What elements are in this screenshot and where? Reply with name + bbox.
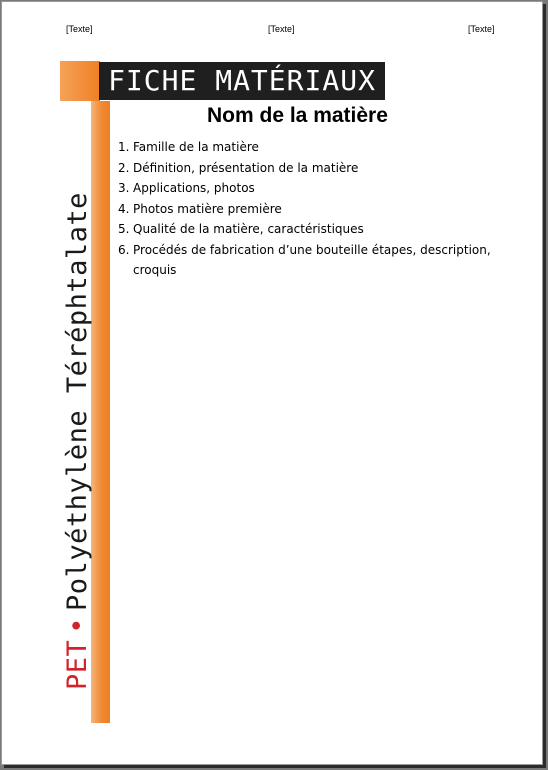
header-left-placeholder[interactable]: [Texte] [66,24,93,34]
list-item-text: Applications, photos [133,181,255,195]
list-item-text: Photos matière première [133,201,282,216]
list-item [118,199,498,220]
content-outline-list [118,137,498,281]
list-item-number: 1. [118,140,130,154]
fiche-materiaux-banner: FICHE MATÉRIAUX [99,62,385,100]
list-item-number: 4. [118,201,130,216]
list-item [118,219,498,240]
material-name-title: Nom de la matière [207,104,388,127]
material-full-name: Polyéthylène Téréphtalate [62,192,93,611]
document-page [1,1,543,765]
bullet-separator: • [62,616,93,634]
list-item-number: 2. [118,160,130,175]
list-item-number: 5. [118,222,130,236]
orange-title-band [60,61,100,101]
material-abbreviation: PET [62,639,93,690]
header-center-placeholder[interactable]: [Texte] [268,24,295,34]
list-item-text: Définition, présentation de la matière [133,160,359,175]
list-item [118,137,498,158]
list-item [118,178,498,199]
orange-sidebar-strip [91,101,110,723]
list-item-number: 6. [118,242,130,257]
list-item-text: Qualité de la matière, caractéristiques [133,222,364,236]
material-vertical-label [64,192,92,690]
list-item [118,158,498,179]
list-item-number: 3. [118,181,130,195]
list-item-text: Famille de la matière [133,140,259,154]
list-item-text: Procédés de fabrication d’une bouteille étapes, description, croquis [133,242,491,277]
list-item [118,240,498,281]
header-right-placeholder[interactable]: [Texte] [468,24,495,34]
